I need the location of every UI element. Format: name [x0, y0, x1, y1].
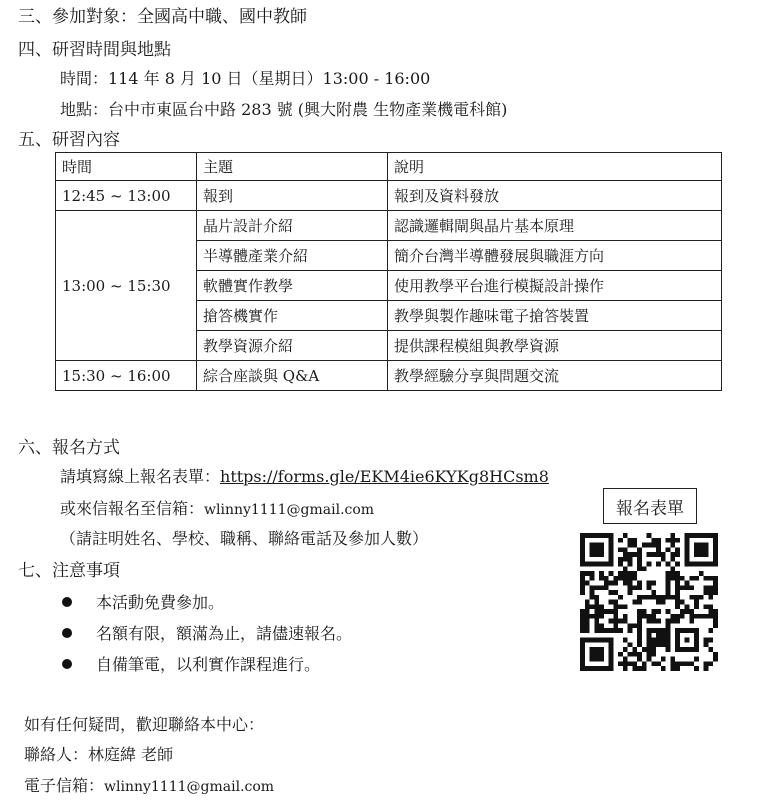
- schedule-table: [55, 152, 722, 391]
- bullet-icon: [62, 659, 72, 669]
- table-row: [56, 181, 722, 211]
- contact-person: 聯絡人：林庭緯 老師: [24, 745, 174, 764]
- row-time: 13:00 ~ 15:30: [56, 211, 197, 361]
- row-topic: 綜合座談與 Q&A: [197, 361, 388, 391]
- qr-code-icon[interactable]: [580, 533, 718, 671]
- row-topic: 搶答機實作: [197, 301, 388, 331]
- row-time: 15:30 ~ 16:00: [56, 361, 197, 391]
- row-description: 簡介台灣半導體發展與職涯方向: [388, 241, 722, 271]
- section-6-number: 六、: [18, 438, 52, 458]
- notice-item: [62, 652, 320, 675]
- signup-note: （請註明姓名、學校、職稱、聯絡電話及參加人數）: [60, 529, 429, 548]
- contact-email-line: [24, 773, 274, 796]
- section-6-label: 報名方式: [52, 438, 120, 458]
- event-place: 地點：台中市東區台中路 283 號 (興大附農 生物產業機電科館): [60, 100, 508, 119]
- signup-email-line: [60, 496, 374, 519]
- section-5-label: 研習內容: [52, 130, 120, 150]
- row-description: 教學經驗分享與問題交流: [388, 361, 722, 391]
- section-7-heading: [18, 556, 120, 581]
- signup-email-prefix: 或來信報名至信箱：: [60, 499, 205, 518]
- signup-form-link[interactable]: https://forms.gle/EKM4ie6KYKg8HCsm8: [220, 467, 549, 486]
- section-4-heading: [18, 35, 171, 60]
- row-time: 12:45 ~ 13:00: [56, 181, 197, 211]
- row-description: 報到及資料發放: [388, 181, 722, 211]
- header-topic: 主題: [197, 153, 388, 181]
- row-topic: 報到: [197, 181, 388, 211]
- section-3-label: 參加對象：全國高中職、國中教師: [52, 7, 307, 27]
- row-description: 教學與製作趣味電子搶答裝置: [388, 301, 722, 331]
- row-description: 提供課程模組與教學資源: [388, 331, 722, 361]
- bullet-icon: [62, 597, 72, 607]
- signup-form-line: [60, 464, 549, 487]
- signup-email-address: wlinny1111@gmail.com: [204, 502, 375, 518]
- row-topic: 晶片設計介紹: [197, 211, 388, 241]
- section-6-heading: [18, 433, 120, 458]
- section-7-number: 七、: [18, 561, 52, 581]
- event-time: 時間：114 年 8 月 10 日（星期日）13:00 - 16:00: [60, 69, 431, 88]
- contact-email-prefix: 電子信箱：: [24, 776, 105, 795]
- section-7-label: 注意事項: [52, 561, 120, 581]
- section-3: [18, 2, 307, 27]
- contact-email-address: wlinny1111@gmail.com: [104, 779, 275, 795]
- notice-item-text: 名額有限，額滿為止，請儘速報名。: [96, 624, 353, 643]
- qr-label: 報名表單: [603, 488, 697, 524]
- table-row: [56, 211, 722, 241]
- section-4-number: 四、: [18, 40, 52, 60]
- row-description: 使用教學平台進行模擬設計操作: [388, 271, 722, 301]
- row-topic: 教學資源介紹: [197, 331, 388, 361]
- section-5-heading: [18, 125, 120, 150]
- header-time: 時間: [56, 153, 197, 181]
- row-topic: 軟體實作教學: [197, 271, 388, 301]
- notice-item-text: 自備筆電，以利實作課程進行。: [96, 655, 321, 674]
- row-description: 認識邏輯閘與晶片基本原理: [388, 211, 722, 241]
- table-row: [56, 361, 722, 391]
- row-topic: 半導體產業介紹: [197, 241, 388, 271]
- section-4-label: 研習時間與地點: [52, 40, 171, 60]
- bullet-icon: [62, 628, 72, 638]
- signup-form-prefix: 請填寫線上報名表單：: [60, 467, 221, 486]
- header-description: 說明: [388, 153, 722, 181]
- section-5-number: 五、: [18, 130, 52, 150]
- table-header-row: [56, 153, 722, 181]
- section-3-number: 三、: [18, 7, 52, 27]
- notice-item: [62, 590, 224, 613]
- notice-item-text: 本活動免費參加。: [96, 593, 225, 612]
- contact-intro: 如有任何疑問，歡迎聯絡本中心：: [24, 715, 265, 734]
- notice-item: [62, 621, 352, 644]
